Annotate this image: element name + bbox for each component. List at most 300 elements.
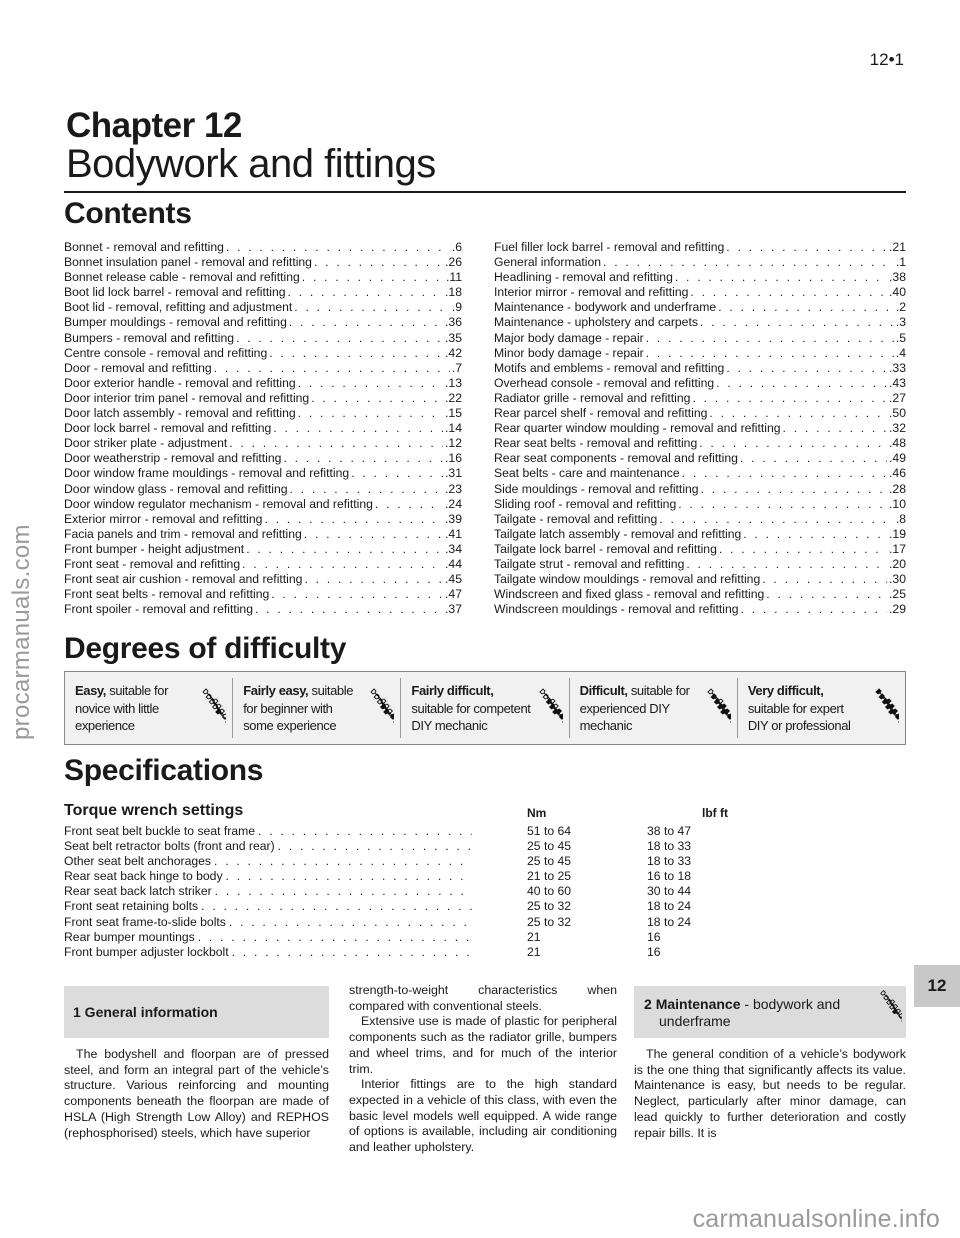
col-lbft-heading: lbf ft bbox=[702, 806, 728, 820]
toc-entry-page: .18 bbox=[445, 285, 462, 300]
spec-item: Front seat frame-to-slide bolts bbox=[64, 914, 226, 929]
toc-entry-title: Rear seat components - removal and refitting bbox=[494, 451, 738, 466]
toc-entry-page: .7 bbox=[451, 360, 462, 375]
toc-leader-dots bbox=[726, 240, 887, 255]
toc-leader-dots bbox=[236, 331, 443, 346]
spec-item: Rear bumper mountings bbox=[64, 929, 195, 944]
spec-leader-dots bbox=[214, 854, 472, 869]
toc-entry-page: .30 bbox=[889, 572, 906, 587]
toc-entry-page: .28 bbox=[889, 481, 906, 496]
toc-entry bbox=[494, 391, 906, 406]
toc-entry-title: General information bbox=[494, 255, 602, 270]
spec-nm: 21 bbox=[527, 929, 541, 944]
toc-entry-title: Facia panels and trim - removal and refitting bbox=[64, 526, 302, 541]
toc-entry-page: .49 bbox=[889, 451, 906, 466]
toc-entry-title: Front spoiler - removal and refitting bbox=[64, 602, 253, 617]
toc-entry-page: .17 bbox=[889, 541, 906, 556]
toc-entry-page: .8 bbox=[895, 511, 906, 526]
toc-entry bbox=[64, 391, 462, 406]
toc-entry bbox=[64, 527, 462, 542]
toc-leader-dots bbox=[214, 361, 450, 376]
toc-entry-title: Maintenance - upholstery and carpets bbox=[494, 315, 698, 330]
difficulty-desc: suitable for expert bbox=[747, 700, 844, 716]
toc-leader-dots bbox=[692, 391, 887, 406]
toc-leader-dots bbox=[375, 497, 443, 512]
maint-line2: underframe bbox=[659, 1013, 731, 1029]
title-rule bbox=[64, 191, 906, 193]
toc-entry-page: .22 bbox=[445, 390, 462, 405]
watermark-bottom: carmanualsonline.info bbox=[692, 1205, 940, 1233]
toc-entry-title: Door lock barrel - removal and refitting bbox=[64, 421, 272, 436]
toc-entry bbox=[64, 451, 462, 466]
toc-entry bbox=[494, 451, 906, 466]
spec-lbft: 16 bbox=[647, 944, 661, 959]
maintenance-heading bbox=[634, 986, 906, 1038]
toc-entry-page: .47 bbox=[445, 587, 462, 602]
toc-entry-page: .42 bbox=[445, 345, 462, 360]
spanner-rating-icon bbox=[705, 686, 731, 734]
spec-nm: 25 to 45 bbox=[527, 854, 572, 869]
spec-nm: 25 to 45 bbox=[527, 839, 572, 854]
toc-entry-title: Front seat - removal and refitting bbox=[64, 556, 241, 571]
toc-entry-page: .36 bbox=[445, 315, 462, 330]
spec-leader-dots bbox=[215, 884, 472, 899]
toc-entry-page: .45 bbox=[445, 572, 462, 587]
toc-entry-page: .20 bbox=[889, 556, 906, 571]
toc-entry-page: .3 bbox=[895, 315, 906, 330]
toc-entry-title: Overhead console - removal and refitting bbox=[494, 375, 715, 390]
toc-entry-title: Tailgate - removal and refitting bbox=[494, 511, 658, 526]
contents-right-column bbox=[494, 240, 906, 617]
difficulty-box bbox=[64, 671, 906, 745]
toc-leader-dots bbox=[726, 361, 887, 376]
toc-entry-page: .21 bbox=[889, 240, 906, 254]
toc-leader-dots bbox=[351, 466, 443, 481]
spec-leader-dots bbox=[258, 824, 472, 839]
toc-entry bbox=[64, 255, 462, 270]
toc-entry-page: .35 bbox=[445, 330, 462, 345]
toc-entry bbox=[64, 512, 462, 527]
toc-entry-title: Major body damage - repair bbox=[494, 330, 644, 345]
toc-leader-dots bbox=[314, 255, 443, 270]
difficulty-desc: suitable for bbox=[106, 683, 169, 698]
toc-entry bbox=[494, 361, 906, 376]
toc-entry-title: Minor body damage - repair bbox=[494, 345, 644, 360]
toc-entry bbox=[494, 346, 906, 361]
difficulty-label: Very difficult, bbox=[747, 683, 824, 698]
toc-entry-title: Seat belts - care and maintenance bbox=[494, 466, 680, 481]
difficulty-label: Fairly easy, bbox=[243, 683, 309, 698]
toc-entry-title: Bonnet - removal and refitting bbox=[64, 240, 224, 254]
toc-entry bbox=[494, 602, 906, 617]
toc-entry bbox=[64, 436, 462, 451]
toc-leader-dots bbox=[304, 572, 443, 587]
toc-entry-page: .11 bbox=[445, 270, 462, 285]
general-info-col1 bbox=[64, 1047, 329, 1141]
toc-entry bbox=[64, 361, 462, 376]
difficulty-desc: some experience bbox=[243, 718, 337, 733]
toc-entry bbox=[494, 376, 906, 391]
chapter-title: Chapter 12 bbox=[66, 106, 242, 145]
spec-leader-dots bbox=[232, 945, 472, 960]
toc-entry-title: Door striker plate - adjustment bbox=[64, 436, 228, 451]
spec-nm: 40 to 60 bbox=[527, 884, 572, 899]
toc-entry-page: .34 bbox=[445, 541, 462, 556]
spec-row bbox=[64, 915, 784, 930]
spec-lbft: 16 bbox=[647, 929, 661, 944]
toc-entry bbox=[494, 406, 906, 421]
spec-lbft: 18 to 24 bbox=[647, 899, 692, 914]
toc-leader-dots bbox=[709, 406, 887, 421]
toc-entry-page: .12 bbox=[445, 436, 462, 451]
toc-entry bbox=[64, 466, 462, 481]
toc-entry-page: .41 bbox=[445, 526, 462, 541]
spec-leader-dots bbox=[278, 839, 472, 854]
toc-entry-page: .44 bbox=[445, 556, 462, 571]
toc-entry-page: .39 bbox=[445, 511, 462, 526]
toc-entry bbox=[64, 270, 462, 285]
toc-leader-dots bbox=[675, 270, 887, 285]
spec-lbft: 18 to 33 bbox=[647, 839, 692, 854]
toc-entry-page: .38 bbox=[889, 270, 906, 285]
toc-entry-page: .43 bbox=[889, 375, 906, 390]
toc-leader-dots bbox=[766, 587, 887, 602]
toc-leader-dots bbox=[700, 315, 894, 330]
toc-entry bbox=[494, 512, 906, 527]
toc-entry bbox=[64, 542, 462, 557]
toc-entry bbox=[494, 421, 906, 436]
difficulty-label: Difficult, bbox=[579, 683, 628, 698]
difficulty-desc: DIY or professional bbox=[747, 718, 851, 733]
toc-leader-dots bbox=[762, 572, 887, 587]
toc-entry-page: .1 bbox=[895, 255, 906, 270]
difficulty-level-3 bbox=[401, 678, 569, 738]
toc-entry-page: .16 bbox=[445, 451, 462, 466]
toc-entry bbox=[64, 497, 462, 512]
toc-entry-title: Door weatherstrip - removal and refitting bbox=[64, 451, 282, 466]
chapter-side-tab: 12 bbox=[914, 965, 960, 1007]
toc-entry-page: .19 bbox=[889, 526, 906, 541]
toc-leader-dots bbox=[701, 482, 887, 497]
toc-entry-title: Tailgate latch assembly - removal and refitting bbox=[494, 526, 742, 541]
toc-leader-dots bbox=[719, 542, 887, 557]
toc-entry-page: .31 bbox=[445, 466, 462, 481]
spec-item: Rear seat back latch striker bbox=[64, 884, 212, 899]
difficulty-desc: DIY mechanic bbox=[411, 718, 488, 733]
toc-entry-page: .25 bbox=[889, 587, 906, 602]
spec-item: Other seat belt anchorages bbox=[64, 854, 212, 869]
toc-entry bbox=[64, 376, 462, 391]
toc-entry-page: .24 bbox=[445, 496, 462, 511]
toc-entry bbox=[494, 436, 906, 451]
toc-entry bbox=[494, 482, 906, 497]
toc-leader-dots bbox=[718, 300, 894, 315]
toc-entry bbox=[64, 315, 462, 330]
toc-entry bbox=[64, 587, 462, 602]
difficulty-desc: mechanic bbox=[579, 718, 633, 733]
toc-entry bbox=[494, 240, 906, 255]
toc-entry-title: Windscreen mouldings - removal and refitting bbox=[494, 602, 739, 617]
toc-leader-dots bbox=[740, 451, 887, 466]
spec-item: Front seat retaining bolts bbox=[64, 899, 199, 914]
toc-leader-dots bbox=[298, 406, 443, 421]
toc-leader-dots bbox=[311, 391, 443, 406]
toc-leader-dots bbox=[242, 557, 443, 572]
spanner-rating-icon bbox=[200, 686, 226, 734]
toc-entry-title: Maintenance - bodywork and underframe bbox=[494, 300, 717, 315]
toc-entry bbox=[494, 315, 906, 330]
toc-entry-title: Bonnet insulation panel - removal and refitting bbox=[64, 255, 312, 270]
spec-table bbox=[64, 824, 784, 960]
toc-entry-title: Windscreen and fixed glass - removal and refitting bbox=[494, 587, 765, 602]
difficulty-desc: suitable for competent bbox=[411, 700, 531, 716]
toc-leader-dots bbox=[678, 497, 887, 512]
toc-entry-title: Front seat air cushion - removal and refitting bbox=[64, 572, 303, 587]
toc-leader-dots bbox=[646, 331, 894, 346]
toc-entry-page: .10 bbox=[889, 496, 906, 511]
toc-entry bbox=[494, 331, 906, 346]
chapter-subtitle: Bodywork and fittings bbox=[66, 142, 436, 186]
toc-entry-title: Door - removal and refitting bbox=[64, 360, 212, 375]
spec-nm: 21 bbox=[527, 944, 541, 959]
toc-entry bbox=[494, 557, 906, 572]
maint-paragraph-1: The general condition of a vehicle’s bodywork is the one thing that significantly affects its value. Maintenance is easy, but needs to be regular. Neglect, particularly after minor damage, can lead quickly to further deterioration and costly repair bills. It is bbox=[634, 1047, 906, 1140]
toc-leader-dots bbox=[302, 270, 444, 285]
toc-entry bbox=[494, 300, 906, 315]
toc-entry bbox=[494, 497, 906, 512]
toc-entry-page: .27 bbox=[889, 390, 906, 405]
toc-leader-dots bbox=[264, 512, 443, 527]
spec-item: Rear seat back hinge to body bbox=[64, 869, 223, 884]
difficulty-level-1 bbox=[65, 678, 233, 738]
toc-entry bbox=[64, 557, 462, 572]
toc-entry bbox=[64, 346, 462, 361]
general-paragraph-1-cont: strength-to-weight characteristics when compared with conventional steels. bbox=[349, 983, 617, 1013]
spec-lbft: 16 to 18 bbox=[647, 869, 692, 884]
toc-leader-dots bbox=[716, 376, 887, 391]
toc-entry bbox=[494, 285, 906, 300]
toc-entry-title: Side mouldings - removal and refitting bbox=[494, 481, 699, 496]
toc-leader-dots bbox=[646, 346, 894, 361]
general-paragraph-1: The bodyshell and floorpan are of pressed steel, and form an integral part of the vehicle’s structure. Various reinforcing and mounting components beneath the floorpan are made of HSLA (High Strength Low Alloy) and REPHOS (rephosphorised) steels, which have superior bbox=[64, 1047, 329, 1140]
toc-entry-page: .29 bbox=[889, 602, 906, 617]
toc-entry bbox=[494, 255, 906, 270]
toc-entry-title: Sliding roof - removal and refitting bbox=[494, 496, 677, 511]
maint-rest: - bodywork and bbox=[740, 996, 841, 1012]
toc-entry-title: Boot lid - removal, refitting and adjustment bbox=[64, 300, 293, 315]
toc-entry bbox=[64, 300, 462, 315]
toc-entry-page: .46 bbox=[889, 466, 906, 481]
toc-leader-dots bbox=[741, 602, 888, 617]
toc-leader-dots bbox=[603, 255, 894, 270]
toc-leader-dots bbox=[298, 376, 443, 391]
toc-entry-title: Front bumper - height adjustment bbox=[64, 541, 245, 556]
toc-leader-dots bbox=[226, 240, 450, 255]
spec-nm: 25 to 32 bbox=[527, 899, 572, 914]
spec-item: Front seat belt buckle to seat frame bbox=[64, 824, 256, 838]
toc-entry-title: Door window regulator mechanism - removal and refitting bbox=[64, 496, 373, 511]
toc-entry-title: Bumper mouldings - removal and refitting bbox=[64, 315, 287, 330]
difficulty-desc: suitable bbox=[308, 683, 354, 698]
spec-row bbox=[64, 899, 784, 914]
spec-nm: 21 to 25 bbox=[527, 869, 572, 884]
toc-entry-page: .48 bbox=[889, 436, 906, 451]
toc-entry bbox=[64, 572, 462, 587]
toc-entry bbox=[64, 482, 462, 497]
spec-lbft: 38 to 47 bbox=[647, 824, 692, 838]
difficulty-level-4 bbox=[570, 678, 738, 738]
toc-entry-title: Motifs and emblems - removal and refitting bbox=[494, 360, 725, 375]
difficulty-desc: suitable for bbox=[627, 683, 690, 698]
toc-entry bbox=[64, 240, 462, 255]
contents-heading: Contents bbox=[64, 197, 192, 230]
toc-entry-title: Door window glass - removal and refitting bbox=[64, 481, 288, 496]
spec-item: Front bumper adjuster lockbolt bbox=[64, 944, 229, 959]
toc-leader-dots bbox=[289, 315, 443, 330]
difficulty-level-5 bbox=[738, 678, 905, 738]
toc-leader-dots bbox=[686, 557, 887, 572]
toc-entry-title: Centre console - removal and refitting bbox=[64, 345, 268, 360]
toc-leader-dots bbox=[699, 436, 887, 451]
general-paragraph-3: Interior fittings are to the high standard expected in a vehicle of this class, with even the basic level models well equipped. A wide range of options is available, including air conditioning and leather upholstery. bbox=[349, 1077, 617, 1155]
maint-bold: Maintenance bbox=[655, 996, 741, 1012]
toc-entry-page: .23 bbox=[445, 481, 462, 496]
toc-entry-title: Door exterior handle - removal and refitting bbox=[64, 375, 296, 390]
difficulty-desc: experienced DIY bbox=[579, 700, 670, 716]
col-nm-heading: Nm bbox=[527, 806, 547, 820]
toc-entry bbox=[64, 331, 462, 346]
toc-leader-dots bbox=[255, 602, 443, 617]
spec-leader-dots bbox=[229, 915, 472, 930]
toc-leader-dots bbox=[271, 587, 443, 602]
toc-entry-title: Radiator grille - removal and refitting bbox=[494, 390, 691, 405]
toc-entry-page: .32 bbox=[889, 421, 906, 436]
toc-entry bbox=[64, 406, 462, 421]
toc-entry bbox=[494, 466, 906, 481]
spec-item: Seat belt retractor bolts (front and rear) bbox=[64, 839, 275, 854]
general-paragraph-2: Extensive use is made of plastic for peripheral components such as the radiator grille, bumpers and wheel trims, and for much of the interior trim. bbox=[349, 1014, 617, 1076]
spanner-rating-icon bbox=[537, 686, 563, 734]
spanner-rating-icon bbox=[873, 686, 899, 734]
spec-row bbox=[64, 854, 784, 869]
toc-entry bbox=[494, 270, 906, 285]
toc-entry-page: .13 bbox=[445, 375, 462, 390]
toc-entry-page: .14 bbox=[445, 421, 462, 436]
spec-lbft: 18 to 33 bbox=[647, 854, 692, 869]
difficulty-desc: for beginner with bbox=[243, 700, 333, 716]
toc-entry-title: Bumpers - removal and refitting bbox=[64, 330, 235, 345]
difficulty-label: Fairly difficult, bbox=[411, 683, 494, 698]
toc-entry-page: .33 bbox=[889, 360, 906, 375]
toc-entry bbox=[64, 285, 462, 300]
spec-row bbox=[64, 930, 784, 945]
toc-entry-title: Headlining - removal and refitting bbox=[494, 270, 673, 285]
torque-subheading: Torque wrench settings bbox=[64, 802, 244, 819]
difficulty-desc: novice with little bbox=[75, 700, 159, 716]
toc-entry-page: .2 bbox=[895, 300, 906, 315]
spec-row bbox=[64, 824, 784, 839]
toc-leader-dots bbox=[690, 285, 887, 300]
toc-entry bbox=[494, 572, 906, 587]
toc-leader-dots bbox=[290, 482, 444, 497]
difficulty-desc: experience bbox=[75, 718, 135, 733]
spec-leader-dots bbox=[201, 899, 472, 914]
toc-entry-page: .26 bbox=[445, 255, 462, 270]
toc-entry-title: Front seat belts - removal and refitting bbox=[64, 587, 270, 602]
toc-leader-dots bbox=[743, 527, 887, 542]
page-number: 12•1 bbox=[869, 50, 904, 69]
contents-left-column bbox=[64, 240, 462, 617]
toc-entry bbox=[64, 421, 462, 436]
wrench-icon bbox=[878, 986, 902, 1034]
toc-entry-page: .50 bbox=[889, 406, 906, 421]
toc-entry-title: Fuel filler lock barrel - removal and refitting bbox=[494, 240, 725, 254]
specifications-heading: Specifications bbox=[64, 754, 264, 787]
toc-leader-dots bbox=[273, 421, 443, 436]
maintenance-col bbox=[634, 1047, 906, 1141]
toc-leader-dots bbox=[682, 466, 887, 481]
toc-entry-title: Rear quarter window moulding - removal and refitting bbox=[494, 421, 781, 436]
spec-row bbox=[64, 945, 784, 960]
toc-leader-dots bbox=[304, 527, 443, 542]
difficulty-label: Easy, bbox=[75, 683, 107, 698]
toc-entry-title: Interior mirror - removal and refitting bbox=[494, 285, 689, 300]
toc-entry-title: Door latch assembly - removal and refitting bbox=[64, 406, 296, 421]
toc-leader-dots bbox=[283, 451, 443, 466]
spec-row bbox=[64, 869, 784, 884]
difficulty-heading: Degrees of difficulty bbox=[64, 632, 347, 665]
toc-entry-page: .5 bbox=[895, 330, 906, 345]
toc-entry-title: Bonnet release cable - removal and refitting bbox=[64, 270, 300, 285]
general-info-col2 bbox=[349, 983, 617, 1156]
spec-row bbox=[64, 884, 784, 899]
spec-nm: 25 to 32 bbox=[527, 914, 572, 929]
toc-leader-dots bbox=[659, 512, 894, 527]
toc-entry-page: .37 bbox=[445, 602, 462, 617]
toc-entry-page: .9 bbox=[451, 300, 462, 315]
spec-lbft: 30 to 44 bbox=[647, 884, 692, 899]
toc-entry-title: Rear seat belts - removal and refitting bbox=[494, 436, 698, 451]
spec-nm: 51 to 64 bbox=[527, 824, 572, 838]
toc-leader-dots bbox=[294, 300, 450, 315]
maint-number: 2 bbox=[644, 996, 656, 1012]
toc-leader-dots bbox=[246, 542, 443, 557]
toc-entry-page: .15 bbox=[445, 406, 462, 421]
spec-leader-dots bbox=[198, 930, 472, 945]
toc-leader-dots bbox=[288, 285, 444, 300]
difficulty-level-2 bbox=[233, 678, 401, 738]
toc-entry-title: Door interior trim panel - removal and refitting bbox=[64, 390, 310, 405]
toc-entry-page: .40 bbox=[889, 285, 906, 300]
spec-row bbox=[64, 839, 784, 854]
toc-entry-title: Rear parcel shelf - removal and refitting bbox=[494, 406, 708, 421]
toc-entry bbox=[494, 587, 906, 602]
toc-entry-title: Tailgate strut - removal and refitting bbox=[494, 556, 685, 571]
toc-entry bbox=[494, 527, 906, 542]
toc-entry-title: Tailgate window mouldings - removal and refitting bbox=[494, 572, 761, 587]
toc-entry bbox=[494, 542, 906, 557]
toc-entry-title: Door window frame mouldings - removal and refitting bbox=[64, 466, 350, 481]
toc-leader-dots bbox=[229, 436, 443, 451]
spanner-rating-icon bbox=[368, 686, 394, 734]
toc-entry bbox=[64, 602, 462, 617]
general-info-heading: 1 General information bbox=[64, 986, 329, 1038]
spec-leader-dots bbox=[226, 869, 472, 884]
toc-entry-page: .4 bbox=[895, 345, 906, 360]
toc-leader-dots bbox=[783, 421, 888, 436]
toc-leader-dots bbox=[269, 346, 443, 361]
spec-lbft: 18 to 24 bbox=[647, 914, 692, 929]
